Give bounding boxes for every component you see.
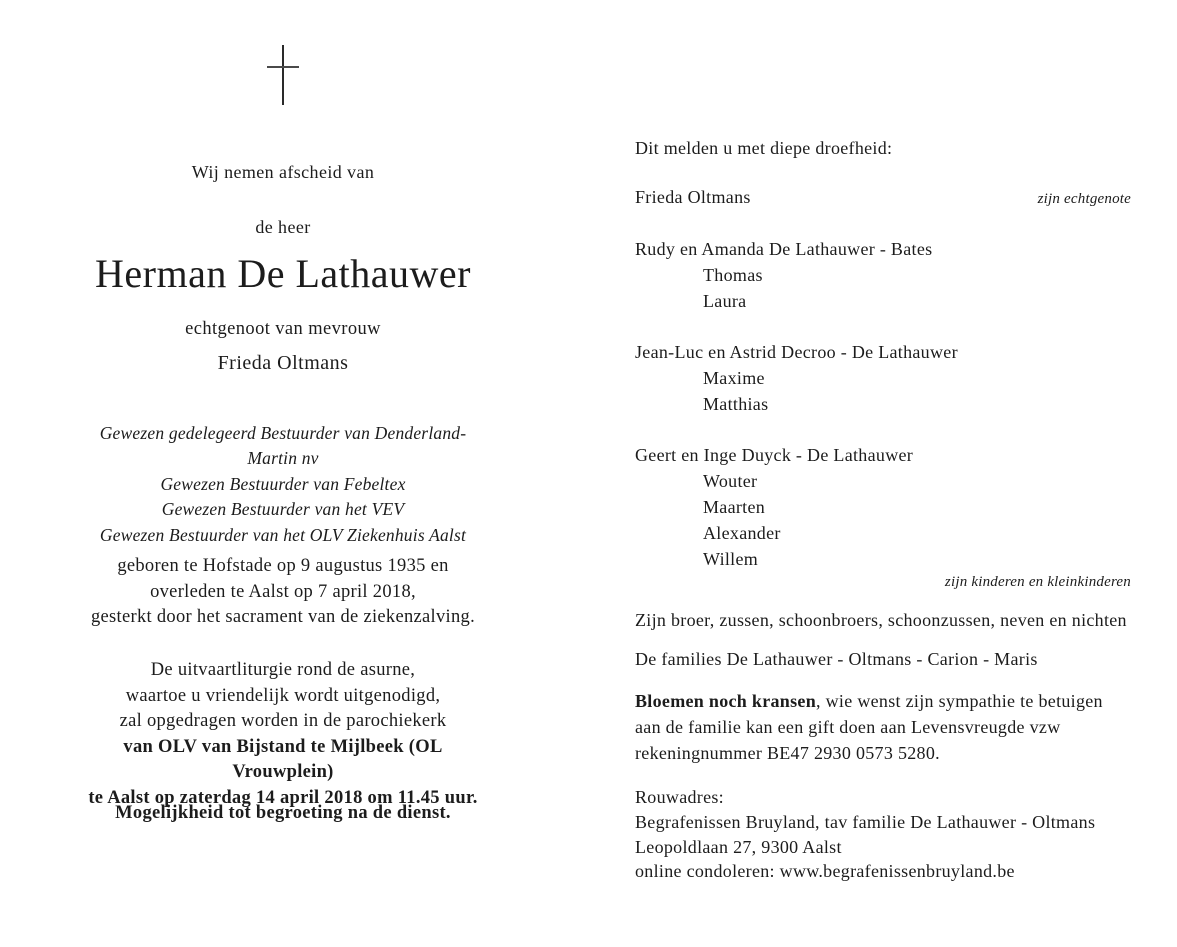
birth-line: geboren te Hofstade op 9 augustus 1935 en	[117, 556, 449, 576]
cross-vertical-bar	[282, 45, 284, 105]
family-child: Alexander	[703, 523, 781, 543]
sacrament-line: gesterkt door het sacrament van de ziekenzalving.	[90, 607, 476, 628]
mourning-address	[635, 785, 1131, 860]
flowers-rest-text: , wie wenst zijn sympathie te betuigen	[816, 691, 1103, 711]
family-child: Laura	[703, 291, 747, 311]
greeting-note: Mogelijkheid tot begroeting na de dienst.	[115, 803, 451, 823]
widow-name: Frieda Oltmans	[635, 187, 751, 207]
family-parents: Geert en Inge Duyck - De Lathauwer	[635, 445, 914, 465]
family-child: Wouter	[703, 471, 758, 491]
former-title-line: Gewezen Bestuurder van het VEV	[161, 499, 405, 520]
mourning-address-line: Leopoldlaan 27, 9300 Aalst	[635, 837, 842, 857]
spouse-intro: echtgenoot van mevrouw	[185, 319, 381, 339]
family-group	[635, 442, 1131, 572]
service-location: van OLV van Bijstand te Mijlbeek (OL Vrouwplein)	[123, 736, 443, 783]
family-group	[635, 236, 1131, 314]
account-line: rekeningnummer BE47 2930 0573 5280.	[635, 742, 940, 763]
salutation: de heer	[255, 217, 311, 237]
family-child: Matthias	[703, 394, 769, 414]
mourning-address-line: Begrafenissen Bruyland, tav familie De Lathauwer - Oltmans	[635, 812, 1096, 832]
death-line: overleden te Aalst op 7 april 2018,	[150, 581, 416, 602]
family-child: Maxime	[703, 368, 765, 388]
family-child: Thomas	[703, 265, 763, 285]
relatives-line: Zijn broer, zussen, schoonbroers, schoonzussen, neven en nichten	[635, 610, 1127, 630]
widow-row	[635, 187, 1131, 208]
former-titles	[85, 421, 481, 548]
service-line: De uitvaartliturgie rond de asurne,	[150, 660, 416, 680]
flowers-note	[635, 689, 1131, 766]
gift-line: aan de familie kan een gift doen aan Levensvreugde vzw	[635, 716, 1061, 737]
cross-icon	[263, 45, 303, 105]
family-child: Willem	[703, 549, 759, 569]
spouse-name: Frieda Oltmans	[217, 352, 349, 374]
cross-horizontal-bar	[267, 66, 299, 68]
flowers-first-line	[635, 689, 1131, 715]
mourning-address-label: Rouwadres:	[635, 787, 724, 807]
former-title-line: Gewezen gedelegeerd Bestuurder van Denderland-Martin nv	[99, 423, 467, 469]
family-parents: Rudy en Amanda De Lathauwer - Bates	[635, 239, 933, 259]
service-line: zal opgedragen worden in de parochiekerk	[119, 711, 447, 732]
service-line: waartoe u vriendelijk wordt uitgenodigd,	[125, 685, 441, 706]
service-datetime: te Aalst op zaterdag 14 april 2018 om 11.45 uur.	[88, 787, 478, 808]
widow-relation: zijn echtgenote	[1037, 191, 1131, 207]
family-group	[635, 339, 1131, 417]
former-title-line: Gewezen Bestuurder van het OLV Ziekenhuis Aalst	[99, 524, 467, 545]
children-relation-note: zijn kinderen en kleinkinderen	[944, 574, 1131, 590]
farewell-intro: Wij nemen afscheid van	[191, 162, 375, 182]
deceased-name: Herman De Lathauwer	[95, 251, 471, 296]
family-child: Maarten	[703, 497, 766, 517]
families-line: De families De Lathauwer - Oltmans - Carion - Maris	[635, 649, 1038, 669]
online-condolence-line: online condoleren: www.begrafenissenbruyland.be	[635, 861, 1015, 881]
funeral-service	[85, 658, 481, 812]
former-title-line: Gewezen Bestuurder van Febeltex	[160, 473, 406, 494]
family-parents: Jean-Luc en Astrid Decroo - De Lathauwer	[635, 342, 958, 362]
flowers-bold-text: Bloemen noch kransen	[635, 691, 817, 711]
life-dates	[85, 554, 481, 631]
announcement-line: Dit melden u met diepe droefheid:	[635, 138, 893, 158]
